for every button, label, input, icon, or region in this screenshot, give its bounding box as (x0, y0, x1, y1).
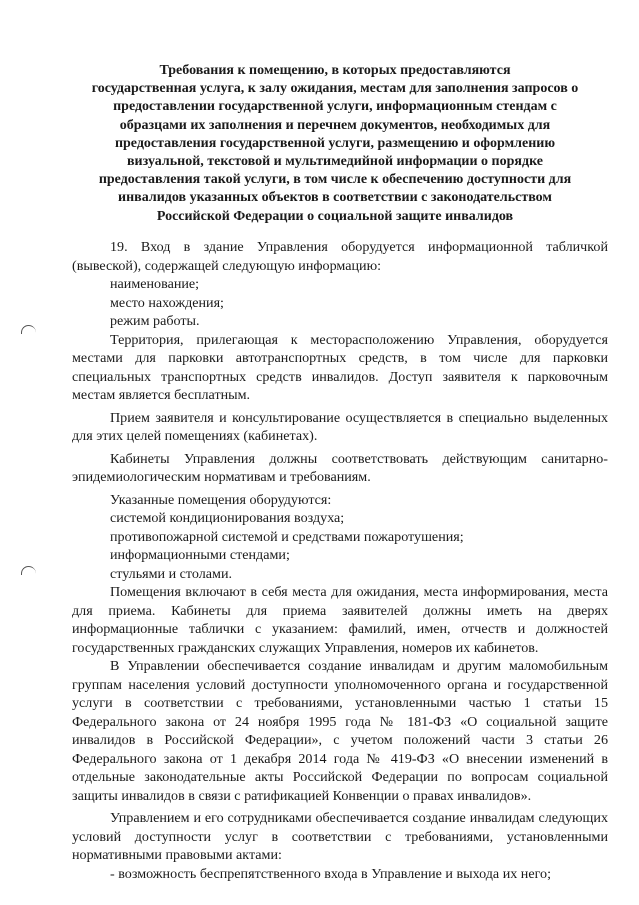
paragraph-accessibility: В Управлении обеспечивается создание инвалидам и другим маломобильным группам населения условий доступности уполномоченного органа и государственной услуги в соответствии с требованиями, установленными частью 1 статьи 15 Федерального закона от 24 ноября 1995 года № 181-ФЗ «О социальной защите инвалидов в Российской Федерации», с учетом положений части 3 статьи 26 Федерального закона от 1 декабря 2014 года № 419-ФЗ «О внесении изменений в отдельные законодательные акты Российской Федерации по вопросам социальной защиты инвалидов в связи с ратификацией Конвенции о правах инвалидов». (72, 658, 608, 804)
list-item: противопожарной системой и средствами пожаротушения; (110, 528, 464, 545)
heading-line: образцами их заполнения и перечнем документов, необходимых для (119, 117, 551, 133)
paragraph-staff: Управлением и его сотрудниками обеспечивается создание инвалидам следующих условий доступности услуг в соответствии с требованиями, установленными нормативными правовыми актами: (72, 810, 608, 863)
list-item: информационными стендами; (110, 547, 290, 563)
list-item: наименование; (110, 276, 200, 292)
paragraph-territory: Территория, прилегающая к месторасположению Управления, оборудуется местами для парковки автотранспортных средств, в том числе для парковки специальных транспортных средств инвалидов. Доступ заявителя к парковочным местам является бесплатным. (72, 331, 608, 403)
heading-line: предоставления государственной услуги, размещению и оформлению (114, 135, 556, 151)
document-heading (60, 62, 610, 226)
document-body (72, 238, 608, 883)
paragraph-reception: Прием заявителя и консультирование осуществляется в специально выделенных для этих целей помещениях (кабинетах). (72, 409, 608, 444)
binder-hole-mark (21, 566, 36, 575)
list-item: режим работы. (110, 313, 200, 329)
list-item: системой кондиционирования воздуха; (110, 510, 345, 526)
heading-line: инвалидов указанных объектов в соответствии с законодательством (118, 190, 552, 206)
binder-hole-mark (21, 325, 36, 334)
heading-line: предоставлении государственной услуги, информационным стендам с (113, 99, 557, 115)
heading-line: Требования к помещению, в которых предоставляются (159, 63, 511, 78)
heading-line: предоставления такой услуги, в том числе к обеспечению доступности для (98, 172, 572, 188)
paragraph-19: 19. Вход в здание Управления оборудуется информационной табличкой (вывеской), содержащей следующую информацию: (72, 239, 608, 274)
heading-line: государственная услуга, к залу ожидания, местам для заполнения запросов о (91, 81, 579, 97)
paragraph-cabinets: Кабинеты Управления должны соответствовать действующим санитарно-эпидемиологическим нормативам и требованиям. (72, 450, 608, 485)
list-item: - возможность беспрепятственного входа в Управление и выхода их него; (110, 865, 551, 882)
paragraph-equipped: Указанные помещения оборудуются: (110, 491, 332, 508)
list-item: стульями и столами. (110, 565, 233, 582)
paragraph-rooms: Помещения включают в себя места для ожидания, места информирования, места для приема. Кабинеты для приема заявителей должны иметь на дверях информационные таблички с указанием: фамилий, имен, отчеств и должностей государственных гражданских служащих Управления, номеров их кабинетов. (72, 584, 608, 656)
heading-line: Российской Федерации о социальной защите инвалидов (156, 208, 514, 224)
list-item: место нахождения; (110, 294, 224, 311)
heading-line: визуальной, текстовой и мультимедийной информации о порядке (127, 154, 543, 170)
